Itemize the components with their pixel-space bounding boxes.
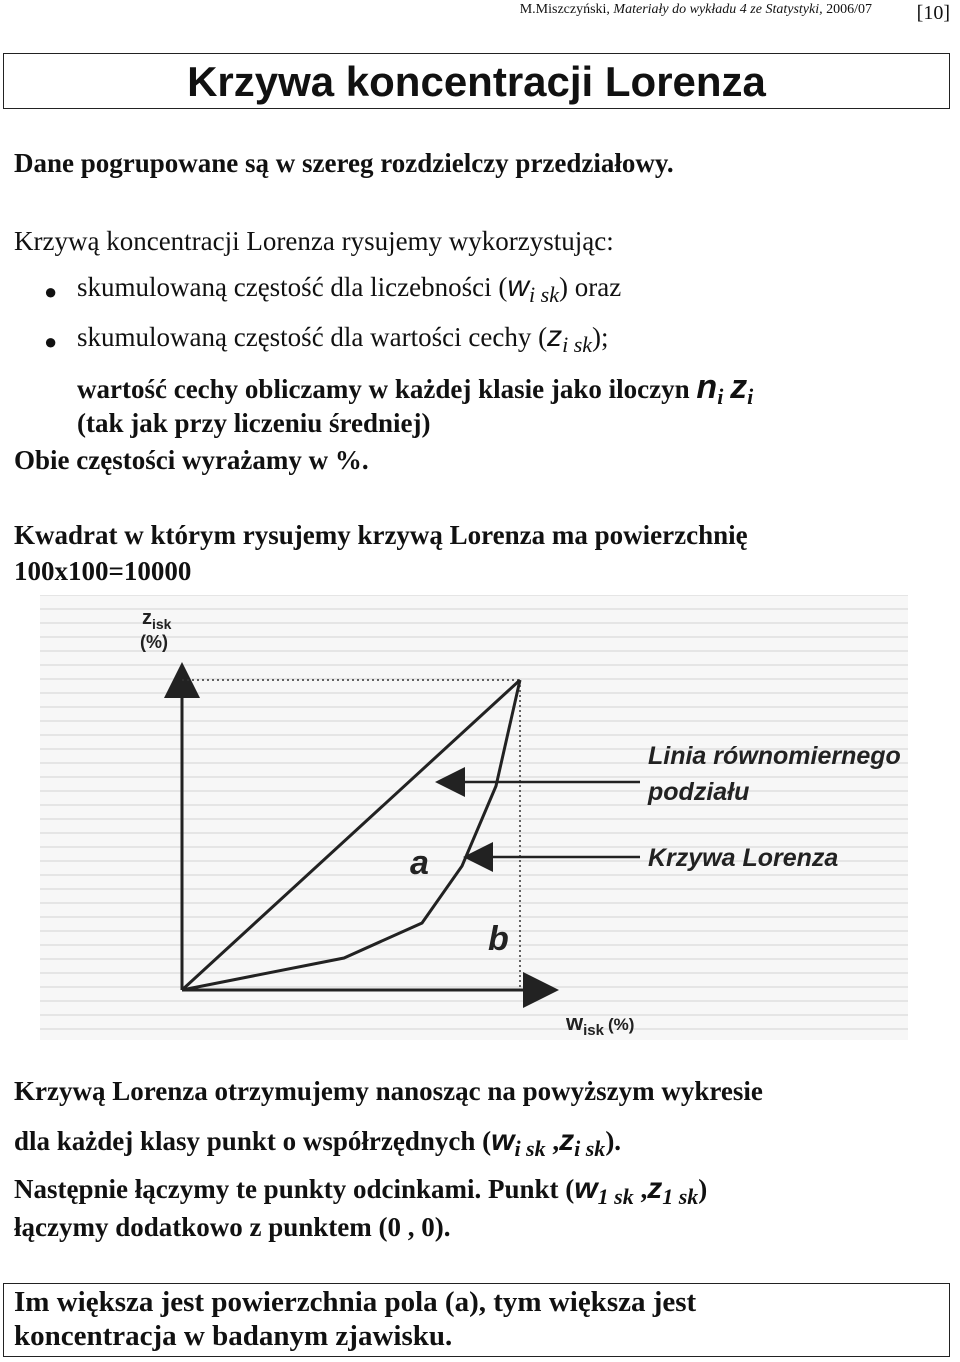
percent-note: Obie częstości wyrażamy w %. [14, 445, 369, 475]
explain-line-2 [14, 1124, 621, 1162]
conclusion-box [3, 1283, 950, 1357]
explain-line-3-var2: z [647, 1172, 663, 1205]
bullet-2-tail: ); [592, 322, 609, 352]
bullet-2-var: z [547, 320, 563, 353]
method-lead: Krzywą koncentracji Lorenza rysujemy wykorzystując: [14, 226, 614, 256]
bullet-2-text: skumulowaną częstość dla wartości cechy ( [77, 322, 548, 352]
explain-line-2-var2: z [559, 1124, 575, 1157]
bullet-2-sub: i sk [562, 332, 593, 357]
x-axis-label: $w_{isk}$ (%) [566, 1010, 635, 1039]
page-number: [10] [916, 2, 950, 24]
header-year: 2006/07 [826, 2, 872, 17]
square-line-2: 100x100=10000 [14, 556, 192, 586]
explain-line-2-sep: , [545, 1126, 560, 1156]
header-author: M.Miszczyński, [519, 2, 610, 17]
explain-line-3 [14, 1172, 707, 1210]
explain-line-3-tail: ) [698, 1174, 708, 1204]
equality-line-label-2: podziału [648, 778, 750, 806]
bullet-1-var: w [507, 270, 530, 303]
explain-line-2-sub1: i sk [514, 1136, 546, 1161]
explain-line-2-tail: ). [605, 1126, 622, 1156]
explain-line-3-sep: , [633, 1174, 648, 1204]
bullet-1-sub: i sk [529, 282, 559, 307]
header-source: Materiały do wykładu 4 ze Statystyki, [613, 2, 823, 17]
explain-line-3-sub1: 1 sk [597, 1184, 634, 1209]
conclusion-line-2: koncentracja w badanym zjawisku. [14, 1320, 453, 1352]
calc-sub-z: i [747, 384, 754, 409]
calc-var-z: z [730, 368, 748, 406]
explain-line-2-var1: w [491, 1124, 515, 1157]
bullet-1-marker: ● [44, 279, 58, 304]
y-axis-label: $z_{isk}$ [142, 607, 172, 632]
bullet-1-text: skumulowaną częstość dla liczebności ( [77, 272, 508, 302]
explain-line-2-sub2: i sk [574, 1136, 606, 1161]
intro-text: Dane pogrupowane są w szereg rozdzielczy przedziałowy. [14, 148, 674, 178]
square-line-1: Kwadrat w którym rysujemy krzywą Lorenza ma powierzchnię [14, 520, 748, 550]
explain-line-3-sub2: 1 sk [662, 1184, 699, 1209]
bullet-2-marker: ● [44, 329, 58, 354]
scan-background [40, 595, 908, 1040]
calc-note: (tak jak przy liczeniu średniej) [77, 408, 431, 438]
calc-text: wartość cechy obliczamy w każdej klasie jako iloczyn [77, 374, 697, 404]
y-axis-unit: (%) [140, 632, 168, 652]
page-title: Krzywa koncentracji Lorenza [187, 58, 766, 105]
explain-line-3-var1: w [574, 1172, 598, 1205]
explain-line-3-text: Następnie łączymy te punkty odcinkami. Punkt ( [14, 1174, 575, 1204]
region-b-label: b [488, 920, 509, 958]
equality-line-label-1: Linia równomiernego [648, 742, 901, 770]
conclusion-line-1: Im większa jest powierzchnia pola (a), tym większa jest [14, 1286, 697, 1318]
explain-line-4: łączymy dodatkowo z punktem (0 , 0). [14, 1212, 451, 1242]
bullet-1-tail: ) oraz [558, 272, 622, 302]
calc-sub-n: i [717, 384, 724, 409]
lorenz-curve-label: Krzywa Lorenza [648, 844, 839, 872]
explain-line-2-text: dla każdej klasy punkt o współrzędnych ( [14, 1126, 492, 1156]
calc-var-n: n [696, 368, 718, 406]
region-a-label: a [410, 844, 429, 882]
explain-line-1: Krzywą Lorenza otrzymujemy nanosząc na powyższym wykresie [14, 1076, 763, 1106]
